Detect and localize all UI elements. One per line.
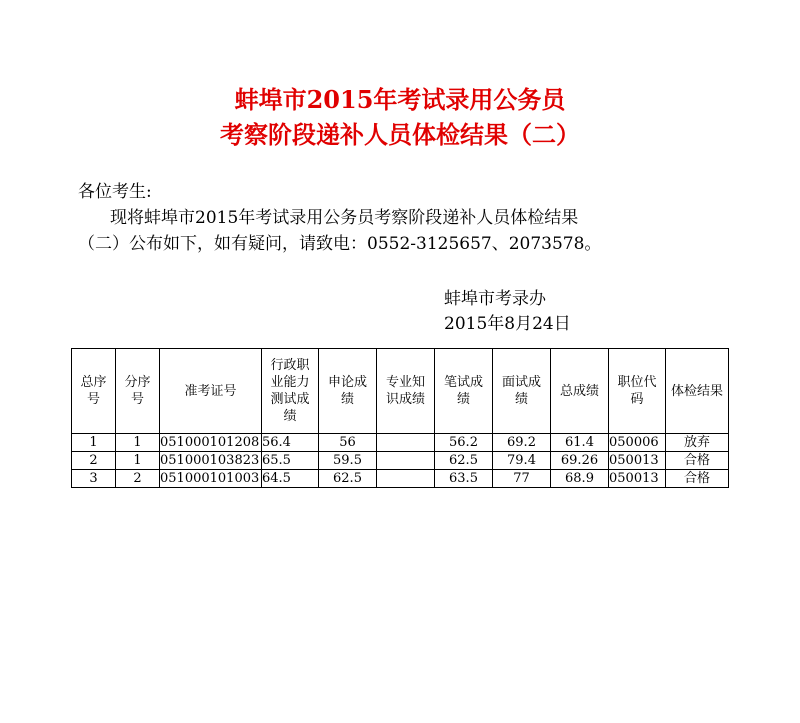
signature: 蚌埠市考录办 — [444, 289, 546, 309]
header-written-score: 笔试成绩 — [435, 349, 493, 434]
header-interview-score: 面试成绩 — [493, 349, 551, 434]
notice-body-line-1: 现将蚌埠市2015年考试录用公务员考察阶段递补人员体检结果 — [110, 208, 579, 228]
cell-professional-score — [377, 452, 435, 470]
header-aptitude-score: 行政职业能力测试成绩 — [262, 349, 319, 434]
table-row — [72, 470, 729, 488]
cell-exam-id: 051000101208 — [160, 434, 262, 452]
cell-position-code: 050013 — [609, 470, 666, 488]
cell-professional-score — [377, 434, 435, 452]
table-header-row — [72, 349, 729, 434]
header-position-code: 职位代码 — [609, 349, 666, 434]
header-total-score: 总成绩 — [551, 349, 609, 434]
header-essay-score: 申论成绩 — [319, 349, 377, 434]
cell-medical-result: 放弃 — [666, 434, 729, 452]
cell-written-score: 56.2 — [435, 434, 493, 452]
cell-sub-no: 1 — [116, 434, 160, 452]
header-sub-no: 分序号 — [116, 349, 160, 434]
cell-essay-score: 56 — [319, 434, 377, 452]
cell-total-score: 69.26 — [551, 452, 609, 470]
cell-aptitude-score: 64.5 — [262, 470, 319, 488]
cell-essay-score: 62.5 — [319, 470, 377, 488]
cell-total-no: 1 — [72, 434, 116, 452]
cell-total-score: 61.4 — [551, 434, 609, 452]
header-total-no: 总序号 — [72, 349, 116, 434]
cell-aptitude-score: 65.5 — [262, 452, 319, 470]
document-title-line-1: 蚌埠市2015年考试录用公务员 — [234, 85, 566, 114]
header-exam-id: 准考证号 — [160, 349, 262, 434]
greeting: 各位考生: — [78, 182, 152, 202]
cell-professional-score — [377, 470, 435, 488]
cell-position-code: 050013 — [609, 452, 666, 470]
cell-aptitude-score: 56.4 — [262, 434, 319, 452]
header-medical-result: 体检结果 — [666, 349, 729, 434]
cell-position-code: 050006 — [609, 434, 666, 452]
cell-essay-score: 59.5 — [319, 452, 377, 470]
cell-exam-id: 051000103823 — [160, 452, 262, 470]
cell-total-score: 68.9 — [551, 470, 609, 488]
cell-written-score: 62.5 — [435, 452, 493, 470]
cell-sub-no: 1 — [116, 452, 160, 470]
cell-sub-no: 2 — [116, 470, 160, 488]
cell-interview-score: 79.4 — [493, 452, 551, 470]
results-table — [71, 348, 729, 488]
cell-total-no: 3 — [72, 470, 116, 488]
cell-interview-score: 69.2 — [493, 434, 551, 452]
cell-interview-score: 77 — [493, 470, 551, 488]
notice-date: 2015年8月24日 — [444, 314, 571, 334]
table-row — [72, 452, 729, 470]
notice-body-line-2: （二）公布如下，如有疑问，请致电：0552-3125657、2073578。 — [78, 234, 602, 254]
cell-written-score: 63.5 — [435, 470, 493, 488]
table-row — [72, 434, 729, 452]
cell-exam-id: 051000101003 — [160, 470, 262, 488]
header-professional-score: 专业知识成绩 — [377, 349, 435, 434]
document-title-line-2: 考察阶段递补人员体检结果（二） — [220, 120, 580, 149]
cell-total-no: 2 — [72, 452, 116, 470]
cell-medical-result: 合格 — [666, 470, 729, 488]
cell-medical-result: 合格 — [666, 452, 729, 470]
